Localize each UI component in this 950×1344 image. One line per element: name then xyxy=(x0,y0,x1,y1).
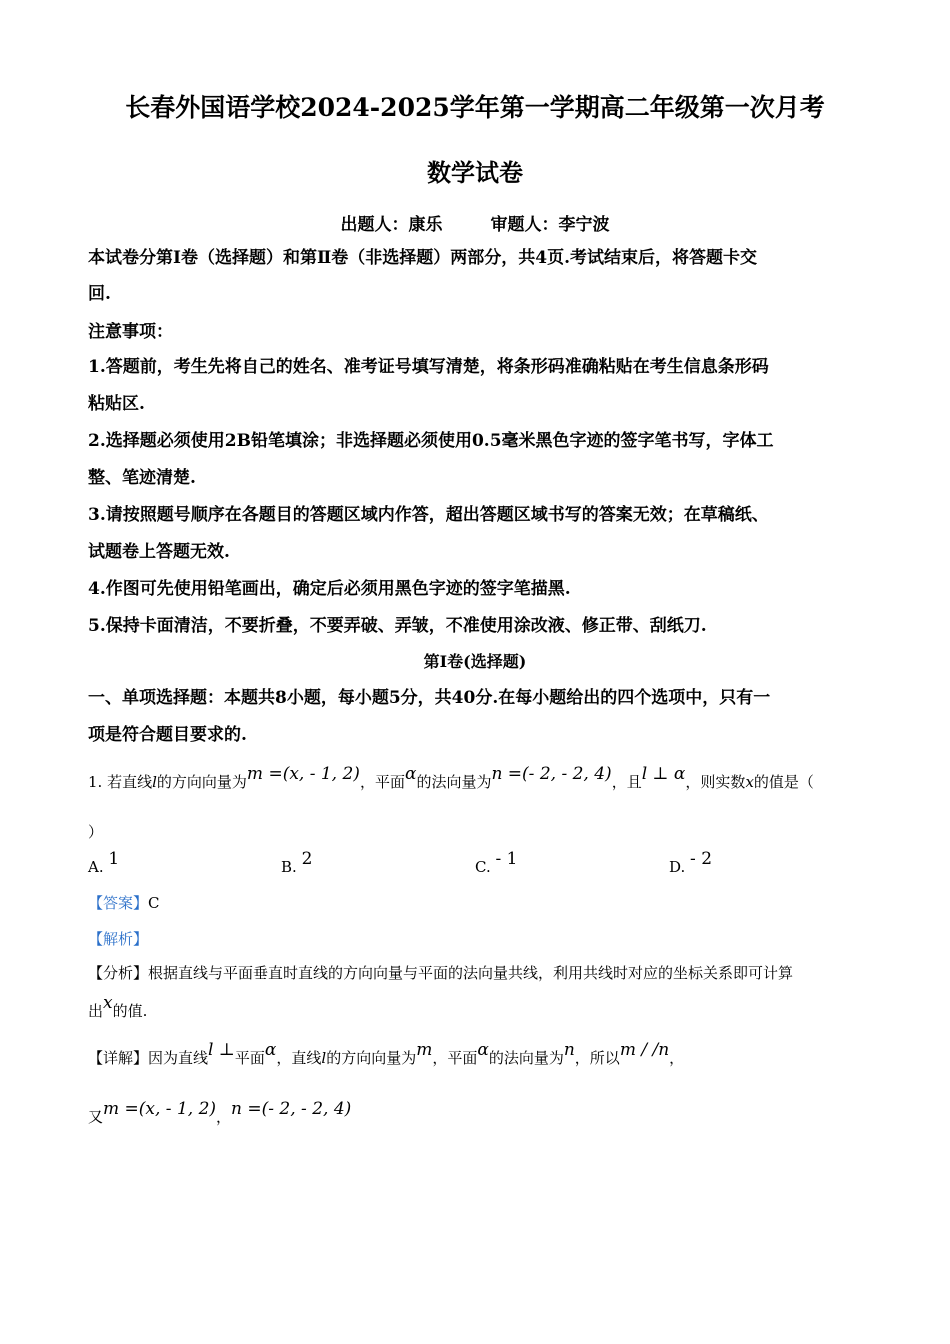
section-heading-line-2: 项是符合题目要求的. xyxy=(88,725,247,745)
notes-heading: 注意事项： xyxy=(88,322,173,342)
question-1-close: ） xyxy=(88,823,104,841)
answer-tag: 【答案】 xyxy=(88,894,149,912)
intro-line-1: 本试卷分第Ⅰ卷（选择题）和第Ⅱ卷（非选择题）两部分，共4页.考试结束后，将答题卡交 xyxy=(88,248,758,268)
vector-m: m =(x, - 1, 2) xyxy=(246,764,360,784)
note-3-line-1: 3.请按照题号顺序在各题目的答题区域内作答，超出答题区域书写的答案无效；在草稿纸、 xyxy=(88,505,769,525)
section-heading-line-1: 一、单项选择题：本题共8小题，每小题5分，共40分.在每小题给出的四个选项中，只有一 xyxy=(88,688,771,708)
authors-line xyxy=(0,210,950,235)
option-d[interactable]: D. - 2 xyxy=(669,849,713,876)
note-1-line-2: 粘贴区. xyxy=(88,394,145,414)
analysis-line xyxy=(88,922,868,956)
note-4: 4.作图可先使用铅笔画出，确定后必须用黑色字迹的签字笔描黑. xyxy=(88,579,571,599)
fenxi-line-2: 出x的值. xyxy=(88,993,148,1020)
again-line: 又m =(x, - 1, 2)，n =(- 2, - 2, 4) xyxy=(88,1099,352,1126)
note-2-line-2: 整、笔迹清楚. xyxy=(88,468,196,488)
exam-title: 长春外国语学校2024-2025学年第一学期高二年级第一次月考 xyxy=(125,93,825,122)
part-title: 第Ⅰ卷(选择题) xyxy=(423,652,527,671)
author-label: 出题人：康乐 xyxy=(340,215,443,235)
note-3-line-2: 试题卷上答题无效. xyxy=(88,542,230,562)
reviewer-label: 审题人：李宁波 xyxy=(490,215,610,235)
option-a[interactable]: A. 1 xyxy=(88,849,120,876)
answer-value: C xyxy=(148,894,160,912)
analysis-tag: 【解析】 xyxy=(88,930,149,948)
note-1-line-1: 1.答题前，考生先将自己的姓名、准考证号填写清楚，将条形码准确粘贴在考生信息条形码 xyxy=(88,357,769,377)
question-1-stem: 1. 若直线l的方向向量为m =(x, - 1, 2)，平面α的法向量为n =(- 2, - 2, 4)，且l ⊥ α，则实数x的值是（ xyxy=(88,764,814,791)
detail-line: 【详解】因为直线l ⊥平面α，直线l的方向向量为m，平面α的法向量为n，所以m / /n， xyxy=(88,1040,685,1067)
vector-n: n =(- 2, - 2, 4) xyxy=(491,764,612,784)
fenxi-line-1: 【分析】根据直线与平面垂直时直线的方向向量与平面的法向量共线，利用共线时对应的坐标关系即可计算 xyxy=(88,964,794,982)
note-2-line-1: 2.选择题必须使用2B铅笔填涂；非选择题必须使用0.5毫米黑色字迹的签字笔书写，字体工 xyxy=(88,431,774,451)
option-b[interactable]: B. 2 xyxy=(281,849,313,876)
note-5: 5.保持卡面清洁，不要折叠，不要弄破、弄皱，不准使用涂改液、修正带、刮纸刀. xyxy=(88,616,707,636)
answer-line xyxy=(88,886,868,920)
exam-subtitle: 数学试卷 xyxy=(427,158,523,187)
option-c[interactable]: C. - 1 xyxy=(475,849,518,876)
intro-line-2: 回. xyxy=(88,284,111,304)
